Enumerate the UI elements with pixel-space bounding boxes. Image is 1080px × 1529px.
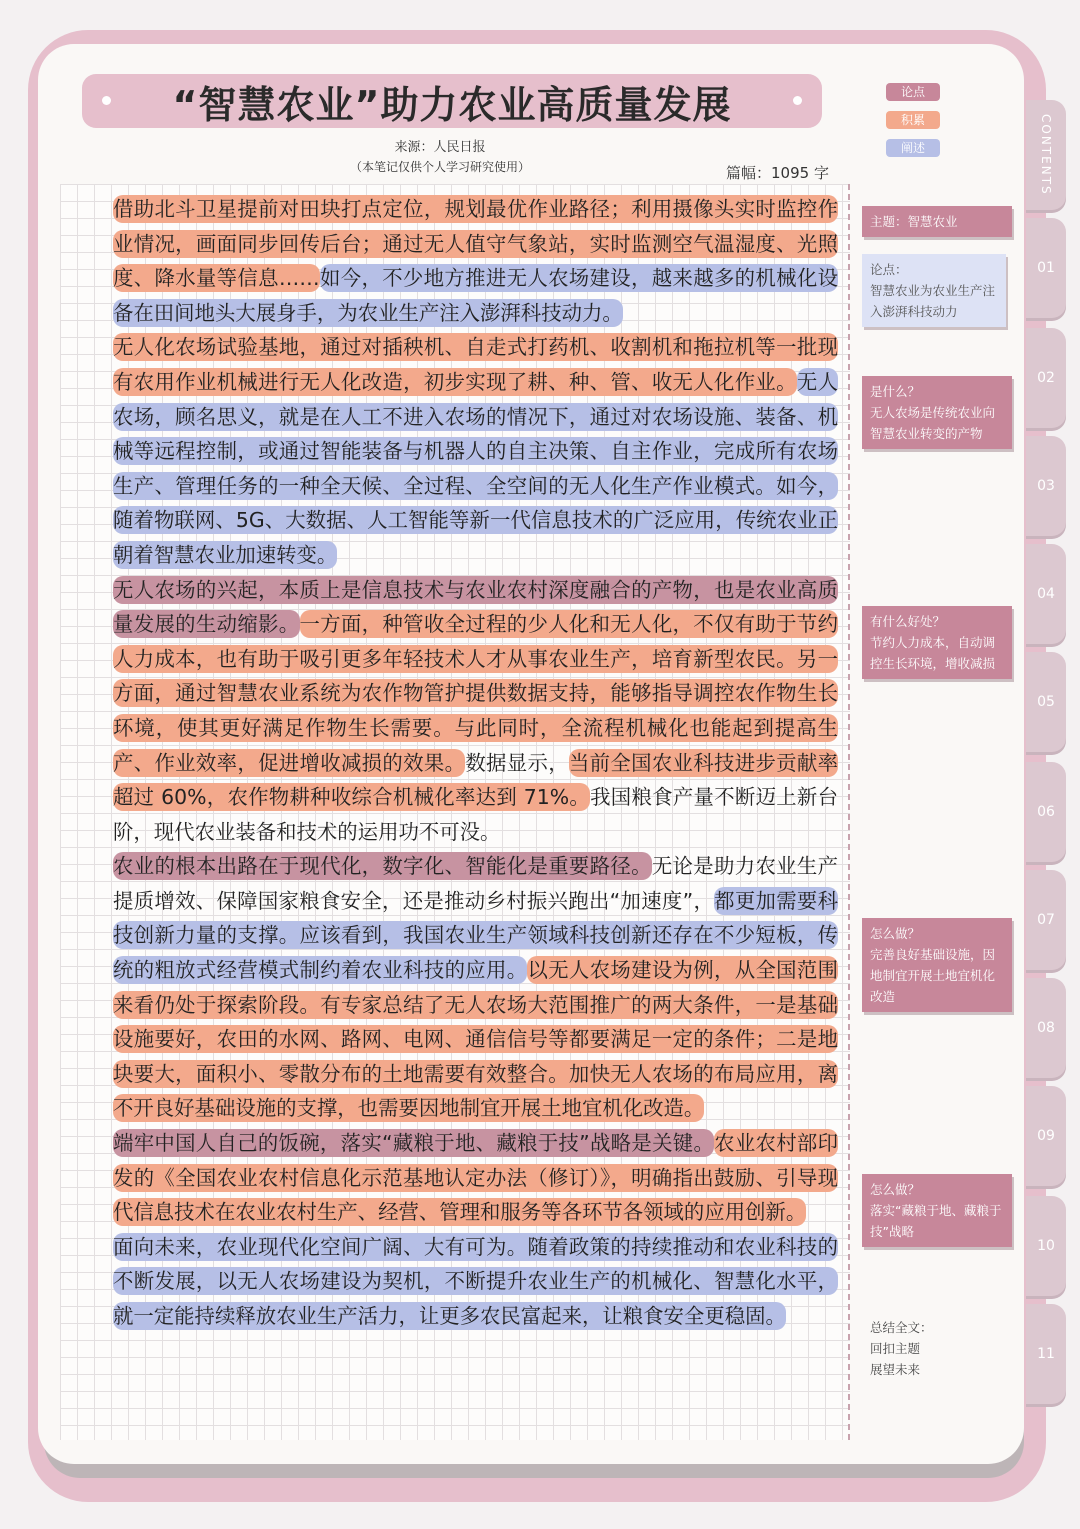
side-note-text: 有什么好处？ 节约人力成本，自动调控生长环境，增收减损	[870, 614, 996, 671]
side-note-text: 主题：智慧农业	[870, 214, 958, 229]
tab-04[interactable]: 04	[1026, 544, 1066, 644]
paragraph	[68, 573, 838, 850]
text-segment-pink: 农业的根本出路在于现代化，数字化、智能化是重要路径。	[113, 854, 652, 879]
article-body	[68, 192, 838, 1334]
text-segment-orange: 无人化农场试验基地，通过对插秧机、自走式打药机、收割机和拖拉机等一批现有农用作业机械进行无人化改造，初步实现了耕、种、管、收无人化作业。	[113, 335, 838, 394]
side-note-argument	[862, 254, 1006, 327]
paragraph	[68, 1126, 838, 1230]
side-note-text: 总结全文： 回扣主题 展望未来	[870, 1320, 933, 1377]
paragraph	[68, 1230, 838, 1334]
side-note-benefit	[862, 606, 1012, 679]
text-segment-orange: 以无人农场建设为例，从全国范围来看仍处于探索阶段。有专家总结了无人农场大范围推广的两大条件，一是基础设施要好，农田的水网、路网、电网、通信信号等都要满足一定的条件；二是地块要大，面积小、零散分布的土地需要有效整合。加快无人农场的布局应用，离不开良好基础设施的支撑，也需要因地制宜开展土地宜机化改造。	[113, 958, 839, 1121]
paragraph	[68, 330, 838, 572]
side-note-theme	[862, 206, 1012, 237]
tab-10[interactable]: 10	[1026, 1196, 1066, 1296]
text-segment-pink: 无人农场的兴起，本质上是信息技术与农业农村深度融合的产物，也是农业高质量发展的生动缩影。	[113, 577, 838, 637]
banner-dot-left	[102, 96, 111, 105]
side-note-text: 是什么？ 无人农场是传统农业向智慧农业转变的产物	[870, 384, 996, 441]
side-note-text: 怎么做？ 完善良好基础设施，因地制宜开展土地宜机化改造	[870, 926, 996, 1004]
tab-09[interactable]: 09	[1026, 1086, 1066, 1186]
tab-11[interactable]: 11	[1026, 1304, 1066, 1404]
text-segment-blue: 无人农场，顾名思义，就是在人工不进入农场的情况下，通过对农场设施、装备、机械等远程控制，或通过智能装备与机器人的自主决策、自主作业，完成所有农场生产、管理任务的一种全天候、全过程、全空间的无人化生产作业模式。如今，随着物联网、5G、大数据、人工智能等新一代信息技术的广泛应用，传统农业正朝着智慧农业加速转变。	[113, 369, 839, 567]
text-segment-blue: 面向未来，农业现代化空间广阔、大有可为。随着政策的持续推动和农业科技的不断发展，以无人农场建设为契机，不断提升农业生产的机械化、智慧化水平，就一定能持续释放农业生产活力，让更多农民富起来，让粮食安全更稳固。	[113, 1234, 838, 1328]
word-count: 篇幅：1095 字	[726, 164, 829, 182]
tab-06[interactable]: 06	[1026, 762, 1066, 862]
page-title: “智慧农业”助力农业高质量发展	[172, 82, 732, 127]
text-segment-orange: 借助北斗卫星提前对田块打点定位，规划最优作业路径；利用摄像头实时监控作业情况，画面同步回传后台；通过无人值守气象站，实时监测空气温湿度、光照度、降水量等信息……	[113, 197, 838, 291]
side-note-text: 论点： 智慧农业为农业生产注入澎湃科技动力	[870, 262, 996, 319]
text-segment-orange: 一方面，种管收全过程的少人化和无人化，不仅有助于节约人力成本，也有助于吸引更多年轻技术人才从事农业生产，培育新型农民。另一方面，通过智慧农业系统为农作物管护提供数据支持，能够指导调控农作物生长环境，使其更好满足作物生长需要。与此同时，全流程机械化也能起到提高生产、作业效率，促进增收减损的效果。	[113, 612, 838, 775]
usage-note: （本笔记仅供个人学习研究使用）	[349, 160, 530, 174]
tab-07[interactable]: 07	[1026, 870, 1066, 970]
text-segment-none: 数据显示，	[465, 750, 569, 775]
tab-05[interactable]: 05	[1026, 652, 1066, 752]
title-banner	[82, 74, 822, 128]
paragraph	[68, 192, 838, 330]
legend-accumulate: 积累	[886, 111, 940, 129]
tab-02[interactable]: 02	[1026, 328, 1066, 428]
margin-divider	[848, 184, 850, 1440]
banner-dot-right	[793, 96, 802, 105]
side-note-text: 怎么做？ 落实“藏粮于地、藏粮于技”战略	[870, 1182, 1002, 1239]
side-note-how-1	[862, 918, 1012, 1012]
side-note-summary	[862, 1312, 1012, 1385]
paragraph	[68, 849, 838, 1126]
text-segment-blue: 都更加需要科技创新力量的支撑。应该看到，我国农业生产领域科技创新还存在不少短板，传统的粗放式经营模式制约着农业科技的应用。	[113, 888, 839, 983]
source-line: 来源：人民日报	[394, 140, 486, 155]
tab-03[interactable]: 03	[1026, 436, 1066, 536]
side-note-how-2	[862, 1174, 1012, 1247]
tab-01[interactable]: 01	[1026, 218, 1066, 318]
tab-08[interactable]: 08	[1026, 978, 1066, 1078]
tab-contents[interactable]: CONTENTS	[1026, 100, 1066, 210]
text-segment-pink: 端牢中国人自己的饭碗，落实“藏粮于地、藏粮于技”战略是关键。	[113, 1131, 715, 1156]
text-segment-orange: 当前全国农业科技进步贡献率超过 60%，农作物耕种收综合机械化率达到 71%。	[113, 750, 839, 810]
legend-explain: 阐述	[886, 139, 940, 157]
side-note-what	[862, 376, 1012, 449]
text-segment-blue: 如今，不少地方推进无人农场建设，越来越多的机械化设备在田间地头大展身手，为农业生产注入澎湃科技动力。	[113, 266, 839, 325]
legend-argument: 论点	[886, 83, 940, 101]
text-segment-none: 我国粮食产量不断迈上新台阶，现代农业装备和技术的运用功不可没。	[113, 785, 839, 844]
text-segment-orange: 农业农村部印发的《全国农业农村信息化示范基地认定办法（修订）》，明确指出鼓励、引导现代信息技术在农业农村生产、经营、管理和服务等各环节各领域的应用创新。	[113, 1131, 839, 1225]
text-segment-none: 无论是助力农业生产提质增效、保障国家粮食安全，还是推动乡村振兴跑出“加速度”，	[113, 854, 839, 913]
